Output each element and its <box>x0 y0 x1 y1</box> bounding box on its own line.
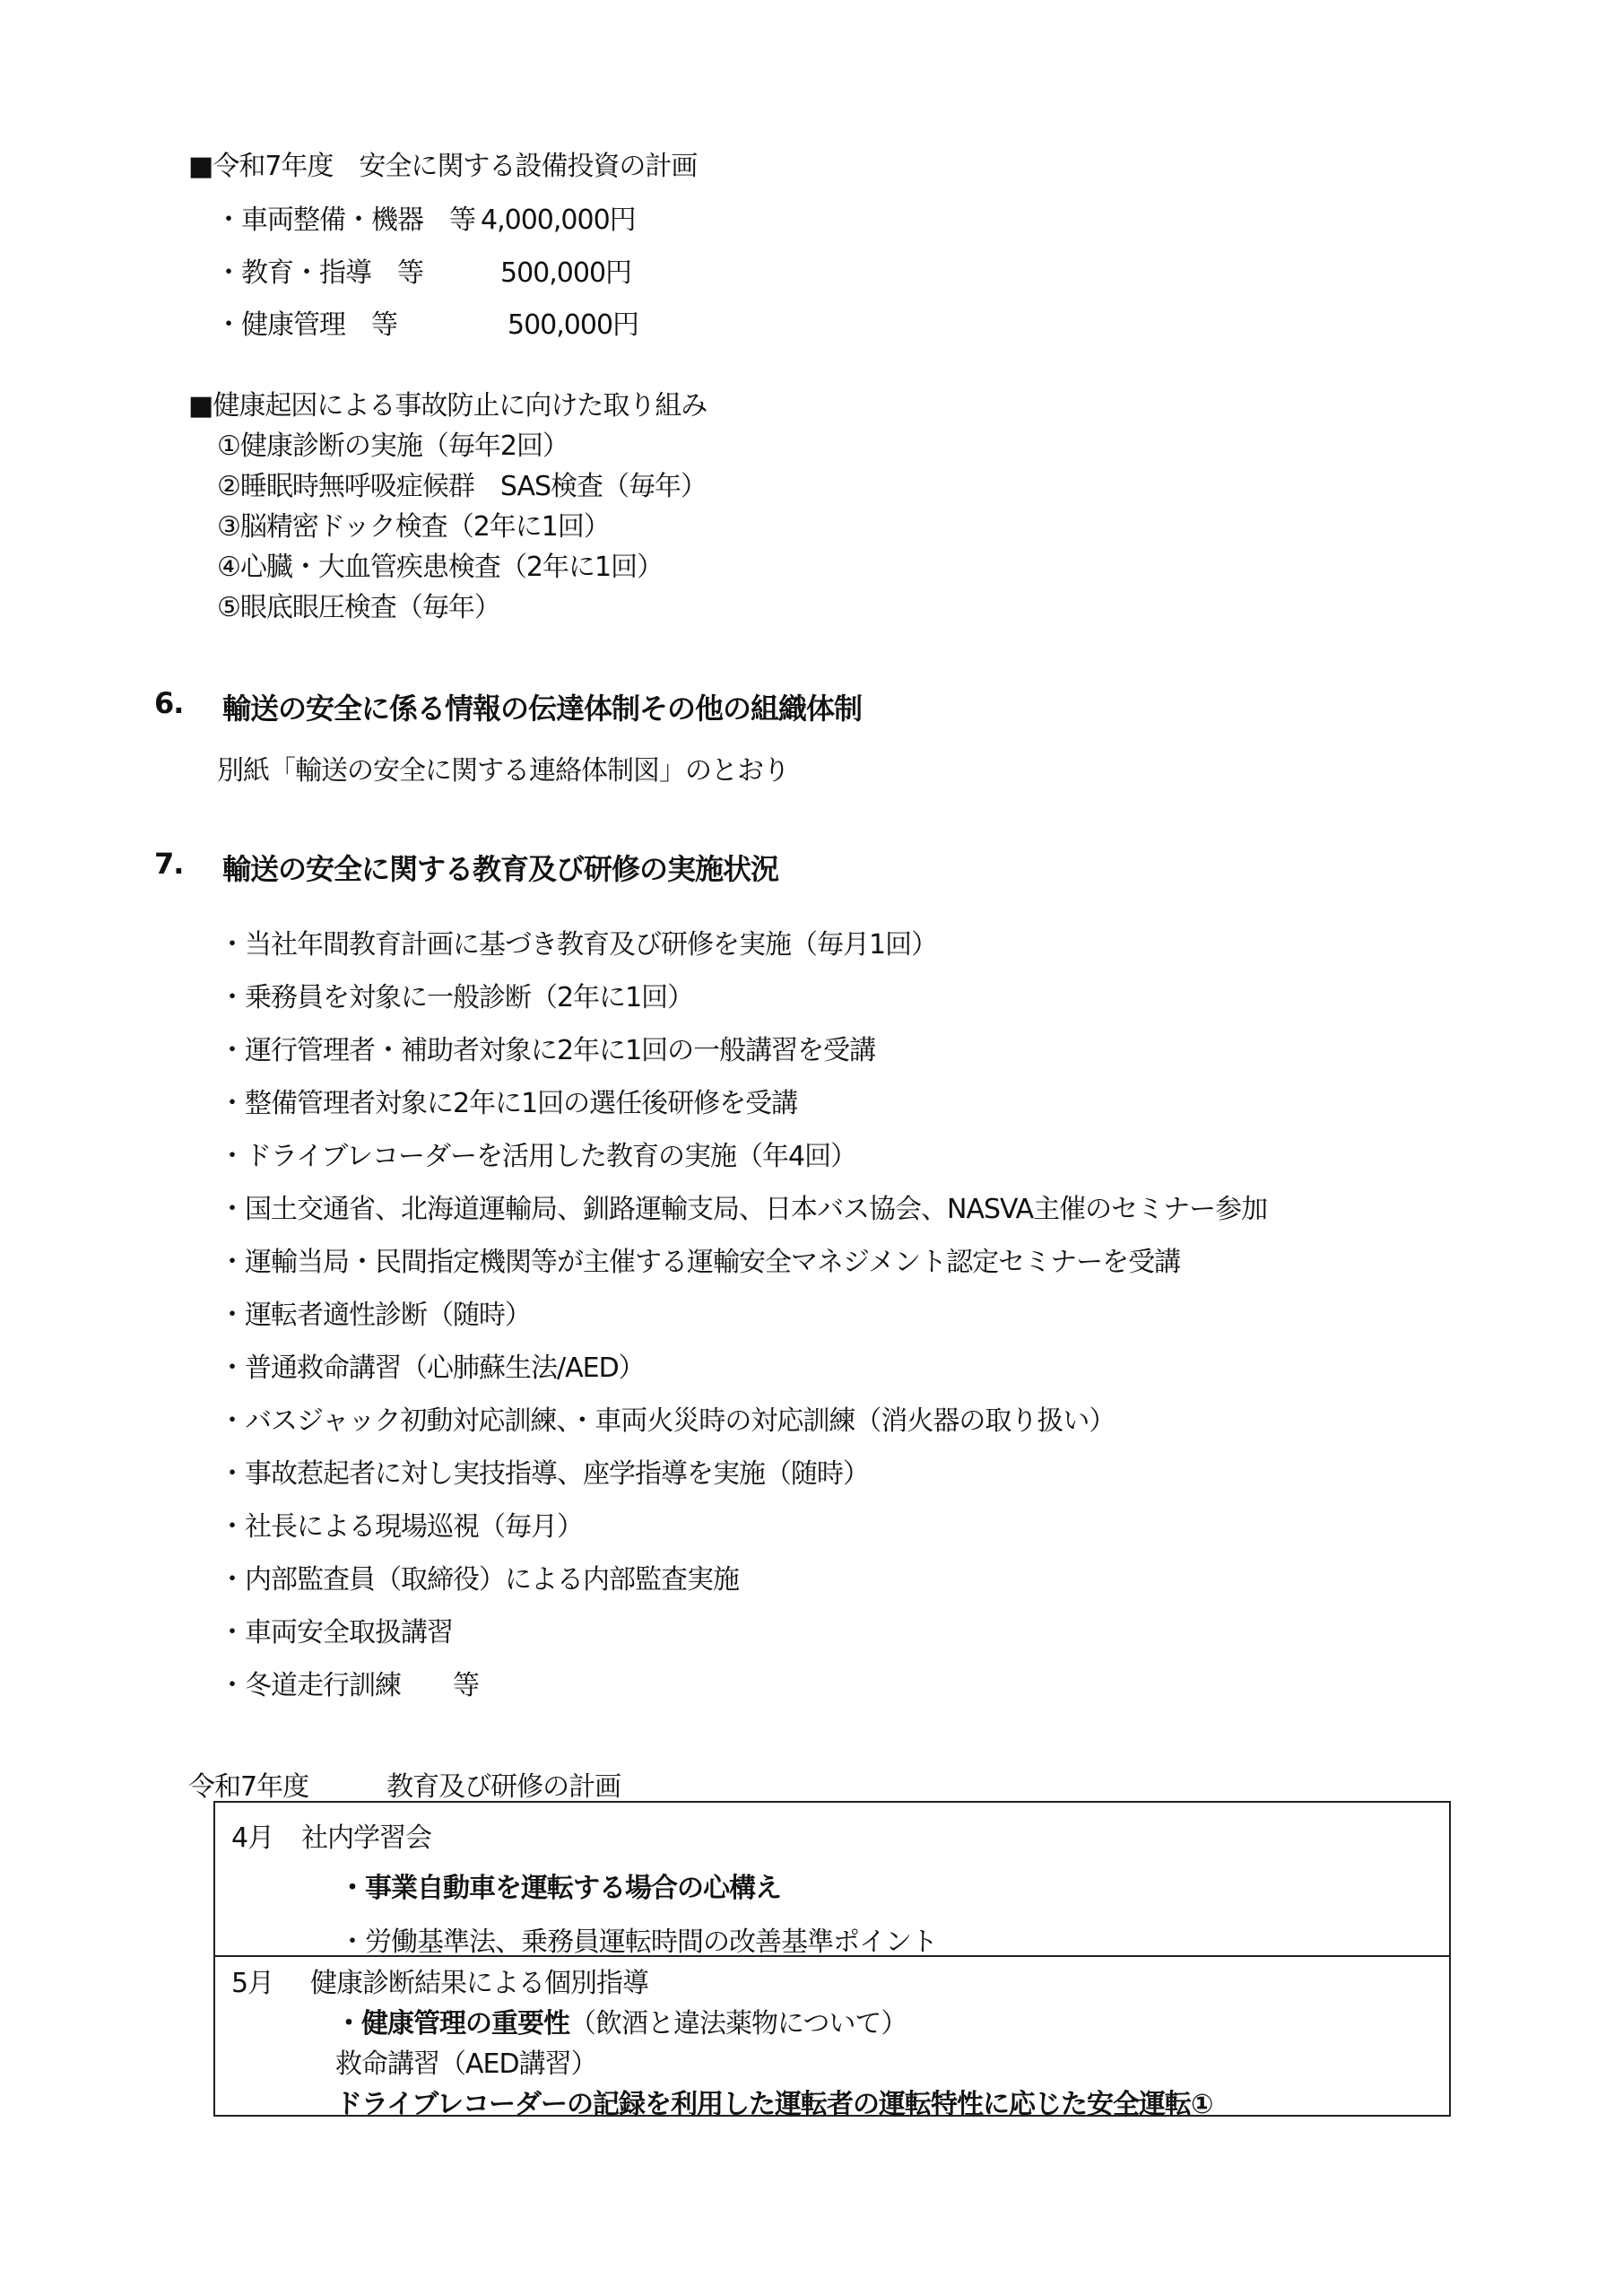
section7-item: ・普通救命講習（心肺蘇生法/AED） <box>219 1352 645 1384</box>
equipment-label-education: ・教育・指導 等 <box>215 257 423 289</box>
section7-item: ・社長による現場巡視（毎月） <box>219 1511 583 1543</box>
equipment-label-health: ・健康管理 等 <box>215 309 397 341</box>
plan-row-april-line-2: ・労働基準法、乗務員運転時間の改善基準ポイント <box>339 1926 937 1958</box>
section7-item: ・車両安全取扱講習 <box>219 1617 453 1648</box>
plan-row-may-month: 5月 <box>231 1968 274 1999</box>
section7-item: ・内部監査員（取締役）による内部監査実施 <box>219 1564 739 1596</box>
health-item-3: ③脳精密ドック検査（2年に1回） <box>217 511 610 543</box>
health-item-2: ②睡眠時無呼吸症候群 SAS検査（毎年） <box>217 471 707 502</box>
section7-item: ・国土交通省、北海道運輸局、釧路運輸支局、日本バス協会、NASVA主催のセミナー参加 <box>219 1194 1268 1225</box>
section7-item: ・事故惹起者に対し実技指導、座学指導を実施（随時） <box>219 1458 869 1490</box>
plan-row-april-line-1: ・事業自動車を運転する場合の心構え <box>339 1873 781 1904</box>
plan-row-may-line-1 <box>335 2001 907 2040</box>
plan-row-april-topic: 社内学習会 <box>301 1822 431 1854</box>
equipment-label-vehicle: ・車両整備・機器 等 <box>215 204 475 236</box>
equipment-heading: ■令和7年度 安全に関する設備投資の計画 <box>188 151 698 182</box>
section7-item: ・ドライブレコーダーを活用した教育の実施（年4回） <box>219 1141 857 1172</box>
health-item-1: ①健康診断の実施（毎年2回） <box>217 430 568 462</box>
equipment-amount-health: 500,000円 <box>508 309 639 341</box>
health-item-4: ④心臓・大血管疾患検査（2年に1回） <box>217 552 664 583</box>
section7-item: ・冬道走行訓練 等 <box>219 1670 479 1701</box>
section7-item: ・バスジャック初動対応訓練、・車両火災時の対応訓練（消火器の取り扱い） <box>219 1405 1115 1437</box>
health-item-5: ⑤眼底眼圧検査（毎年） <box>217 592 500 623</box>
equipment-amount-education: 500,000円 <box>500 257 632 289</box>
plan-title: 令和7年度 教育及び研修の計画 <box>188 1771 621 1803</box>
plan-row-may-line-1-bold: ・健康管理の重要性 <box>335 2008 569 2039</box>
section7-item: ・運転者適性診断（随時） <box>219 1300 531 1331</box>
section6-title: 輸送の安全に係る情報の伝達体制その他の組織体制 <box>222 691 863 726</box>
section7-item: ・整備管理者対象に2年に1回の選任後研修を受講 <box>219 1088 798 1119</box>
section6-body: 別紙「輸送の安全に関する連絡体制図」のとおり <box>217 755 789 787</box>
section7-number: 7. <box>154 847 184 881</box>
plan-row-may-line-1-rest: （飲酒と違法薬物について） <box>569 2008 907 2039</box>
section7-item: ・乗務員を対象に一般診断（2年に1回） <box>219 982 694 1013</box>
plan-row-may-line-2: 救命講習（AED講習） <box>335 2048 597 2080</box>
equipment-amount-vehicle: 4,000,000円 <box>481 204 636 236</box>
section7-title: 輸送の安全に関する教育及び研修の実施状況 <box>222 852 779 886</box>
plan-row-may-topic: 健康診断結果による個別指導 <box>310 1968 648 1999</box>
section7-item: ・運輸当局・民間指定機関等が主催する運輸安全マネジメント認定セミナーを受講 <box>219 1247 1181 1278</box>
section7-item: ・運行管理者・補助者対象に2年に1回の一般講習を受講 <box>219 1035 876 1066</box>
health-heading: ■健康起因による事故防止に向けた取り組み <box>188 390 707 422</box>
plan-row-april-month: 4月 <box>231 1822 274 1854</box>
plan-row-may-line-3: ドライブレコーダーの記録を利用した運転者の運転特性に応じた安全運転① <box>335 2089 1213 2120</box>
section7-item: ・当社年間教育計画に基づき教育及び研修を実施（毎月1回） <box>219 929 938 961</box>
section6-number: 6. <box>154 686 184 720</box>
